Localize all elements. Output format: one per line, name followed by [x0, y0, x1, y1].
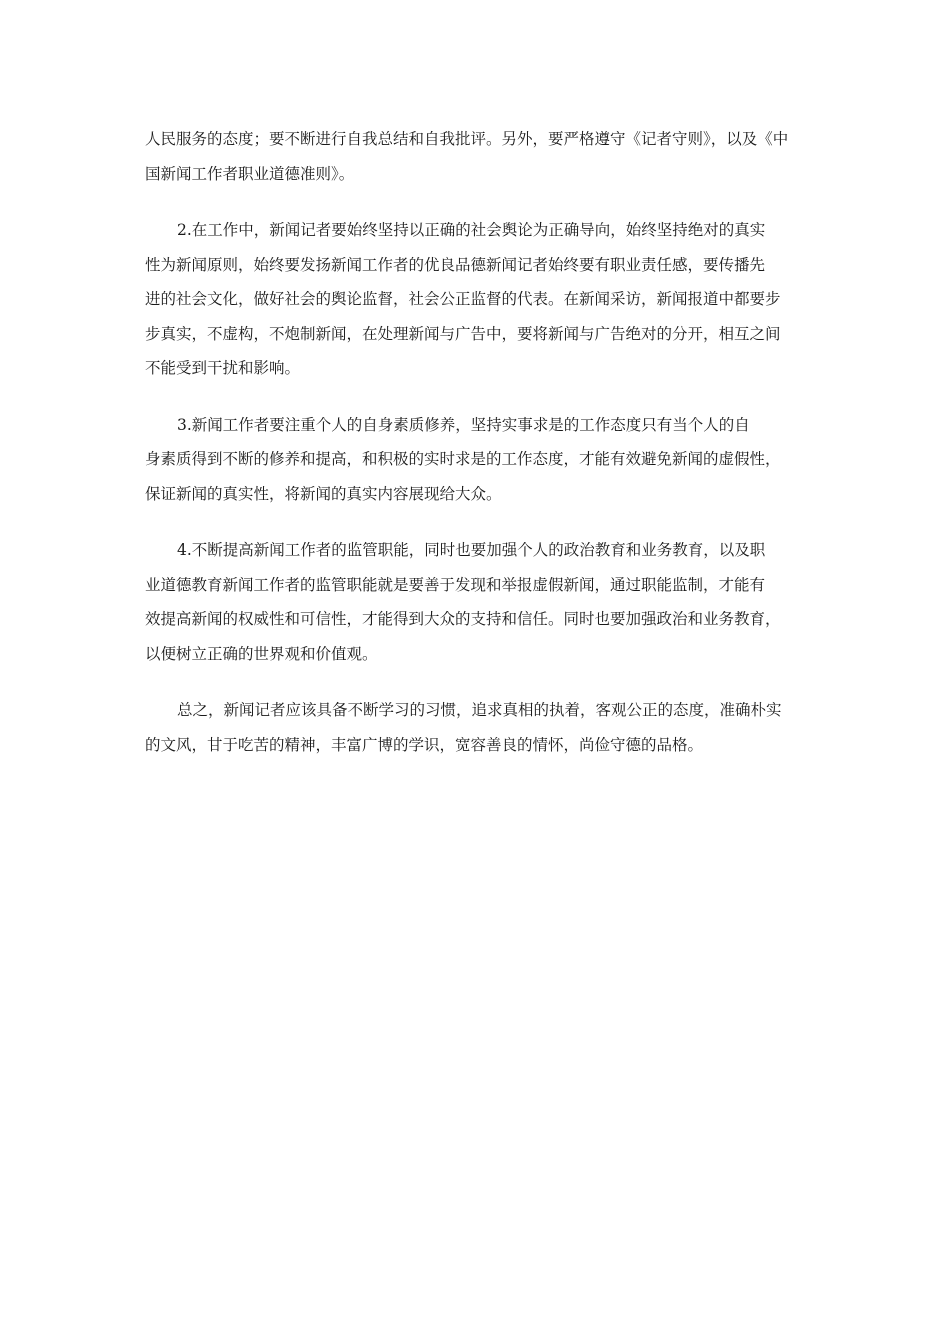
text-line: 步真实，不虚构，不炮制新闻，在处理新闻与广告中，要将新闻与广告绝对的分开，相互之间: [145, 324, 781, 343]
text-line: 国新闻工作者职业道德准则》。: [145, 164, 355, 183]
text-line: 效提高新闻的权威性和可信性，才能得到大众的支持和信任。同时也要加强政治和业务教育，: [145, 610, 781, 628]
text-line: 以便树立正确的世界观和价值观。: [145, 644, 378, 663]
paragraph-4: [145, 533, 813, 671]
text-line: 进的社会文化，做好社会的舆论监督，社会公正监督的代表。在新闻采访，新闻报道中都要步: [145, 290, 781, 308]
text-line: 性为新闻原则，始终要发扬新闻工作者的优良品德新闻记者始终要有职业责任感，要传播先: [145, 255, 766, 274]
text-line: 业道德教育新闻工作者的监管职能就是要善于发现和举报虚假新闻，通过职能监制，才能有: [145, 575, 766, 594]
paragraph-2: [145, 213, 813, 386]
text-line: 3.新闻工作者要注重个人的自身素质修养，坚持实事求是的工作态度只有当个人的自: [177, 415, 750, 434]
paragraph-5: [145, 693, 813, 762]
text-line: 人民服务的态度；要不断进行自我总结和自我批评。另外，要严格遵守《记者守则》，以及《中: [145, 130, 789, 148]
text-line: 2.在工作中，新闻记者要始终坚持以正确的社会舆论为正确导向，始终坚持绝对的真实: [177, 221, 766, 239]
document-body: [145, 122, 813, 784]
paragraph-1: [145, 122, 813, 191]
text-line: 4.不断提高新闻工作者的监管职能，同时也要加强个人的政治教育和业务教育，以及职: [177, 541, 766, 559]
text-line: 不能受到干扰和影响。: [145, 359, 301, 377]
text-line: 的文风，甘于吃苦的精神，丰富广博的学识，宽容善良的情怀，尚俭守德的品格。: [145, 735, 704, 754]
paragraph-3: [145, 408, 813, 512]
text-line: 保证新闻的真实性，将新闻的真实内容展现给大众。: [145, 484, 502, 503]
text-line: 总之，新闻记者应该具备不断学习的习惯，追求真相的执着，客观公正的态度，准确朴实: [177, 701, 782, 719]
text-line: 身素质得到不断的修养和提高，和积极的实时求是的工作态度，才能有效避免新闻的虚假性，: [145, 450, 781, 468]
